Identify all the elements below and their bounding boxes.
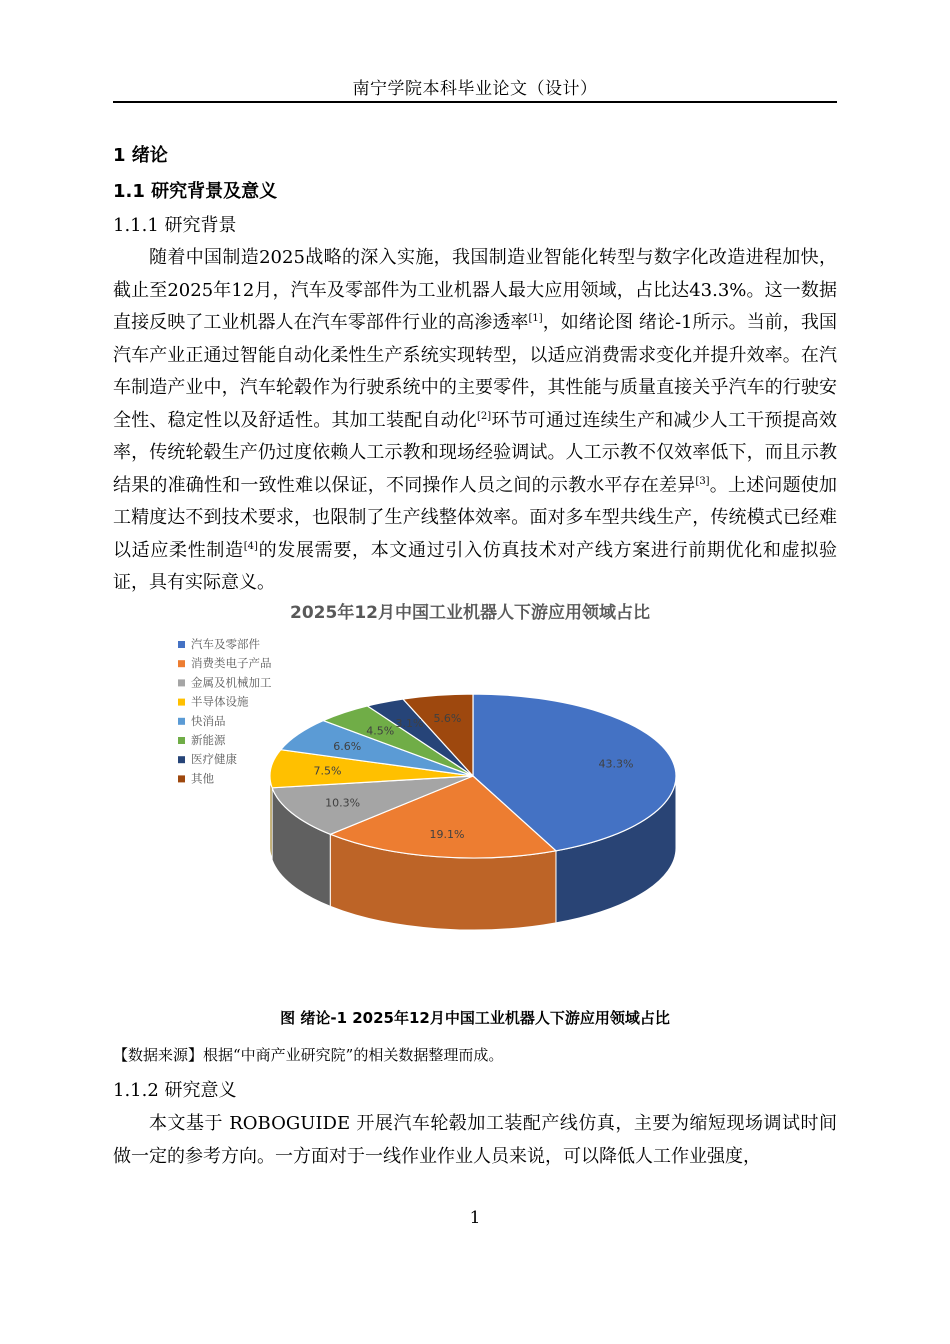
legend-swatch-1 — [178, 660, 185, 667]
pie-slices — [270, 694, 676, 930]
para-text: 的发展需要，本文通过引入仿真技术对产线方案进行前期优化和虚拟验证，具有实际意义。 — [113, 539, 838, 593]
section-heading-1-1: 1.1 研究背景及意义 — [113, 181, 278, 202]
pie-data-label-5: 4.5% — [366, 724, 395, 738]
legend-label-0: 汽车及零部件 — [191, 637, 260, 651]
section-heading-1-1-1: 1.1.1 研究背景 — [113, 215, 237, 236]
pie-data-label-7: 5.6% — [433, 711, 462, 725]
chart-legend — [178, 637, 272, 785]
page-number: 1 — [469, 1208, 481, 1228]
legend-swatch-6 — [178, 756, 185, 763]
para-text: 环节可通过连续生产和减少人工干预提高效率，传统轮毂生产仍过度依赖人工示教和现场经验调试。人工示教不仅效率低下，而且示教结果的准确性和一致性难以保证，不同操作人员之间的示教水平存在差异 — [113, 409, 837, 496]
legend-swatch-5 — [178, 737, 185, 744]
pie-data-label-2: 10.3% — [325, 796, 361, 810]
legend-label-2: 金属及机械加工 — [191, 675, 272, 690]
legend-label-6: 医疗健康 — [191, 752, 237, 767]
pie-data-label-1: 19.1% — [429, 828, 465, 842]
data-source-note: 【数据来源】根据“中商产业研究院”的相关数据整理而成。 — [113, 1046, 504, 1064]
legend-swatch-4 — [178, 718, 185, 725]
pie-data-label-6: 3.1% — [395, 716, 424, 730]
legend-label-3: 半导体设施 — [191, 694, 249, 709]
para-text: 随着中国制造2025战略的深入实施，我国制造业智能化转型与数字化改造进程加快，截止至2025年12月，汽车及零部件为工业机器人最大应用领域，占比达43.3%。这一数据直接反映了工业机器人在汽车零部件行业的高渗透率 — [113, 247, 837, 333]
legend-label-5: 新能源 — [191, 733, 226, 747]
section-heading-1-1-2: 1.1.2 研究意义 — [113, 1080, 237, 1101]
citation-ref[interactable]: [4] — [243, 540, 258, 552]
citation-ref[interactable]: [2] — [477, 410, 492, 422]
paragraph-significance: 本文基于 ROBOGUIDE 开展汽车轮毂加工装配产线仿真，主要为缩短现场调试时间做一定的参考方向。一方面对于一线作业作业人员来说，可以降低人工作业强度， — [113, 1113, 837, 1167]
legend-swatch-2 — [178, 679, 185, 686]
section-heading-1: 1 绪论 — [113, 145, 168, 166]
citation-ref[interactable]: [3] — [695, 475, 710, 487]
pie-data-label-0: 43.3% — [598, 757, 634, 771]
pie-data-label-3: 7.5% — [313, 764, 342, 778]
para-text: 。上述问题使加工精度达不到技术要求，也限制了生产线整体效率。面对多车型共线生产，传统模式已经难以适应柔性制造 — [113, 474, 837, 561]
legend-swatch-7 — [178, 775, 185, 782]
legend-label-4: 快消品 — [191, 713, 226, 728]
chart-title: 2025年12月中国工业机器人下游应用领域占比 — [290, 603, 650, 623]
pie-data-label-4: 6.6% — [333, 739, 362, 753]
citation-ref[interactable]: [1] — [528, 313, 543, 324]
legend-label-1: 消费类电子产品 — [191, 656, 272, 671]
pie-chart — [140, 596, 800, 996]
paragraph-background — [113, 242, 837, 600]
figure-caption: 图 绪论-1 2025年12月中国工业机器人下游应用领域占比 — [280, 1009, 670, 1027]
page-header: 南宁学院本科毕业论文（设计） — [352, 79, 598, 99]
legend-swatch-3 — [178, 699, 185, 706]
para-text: ，如绪论图 绪论-1所示。当前，我国汽车产业正通过智能自动化柔性生产系统实现转型，以适应消费需求变化并提升效率。在汽车制造产业中，汽车轮毂作为行驶系统中的主要零件，其性能与质量直接关乎汽车的行驶安全性、稳定性以及舒适性。其加工装配自动化 — [113, 312, 837, 431]
legend-label-7: 其他 — [191, 771, 214, 786]
legend-swatch-0 — [178, 641, 185, 648]
header-rule — [113, 101, 837, 103]
